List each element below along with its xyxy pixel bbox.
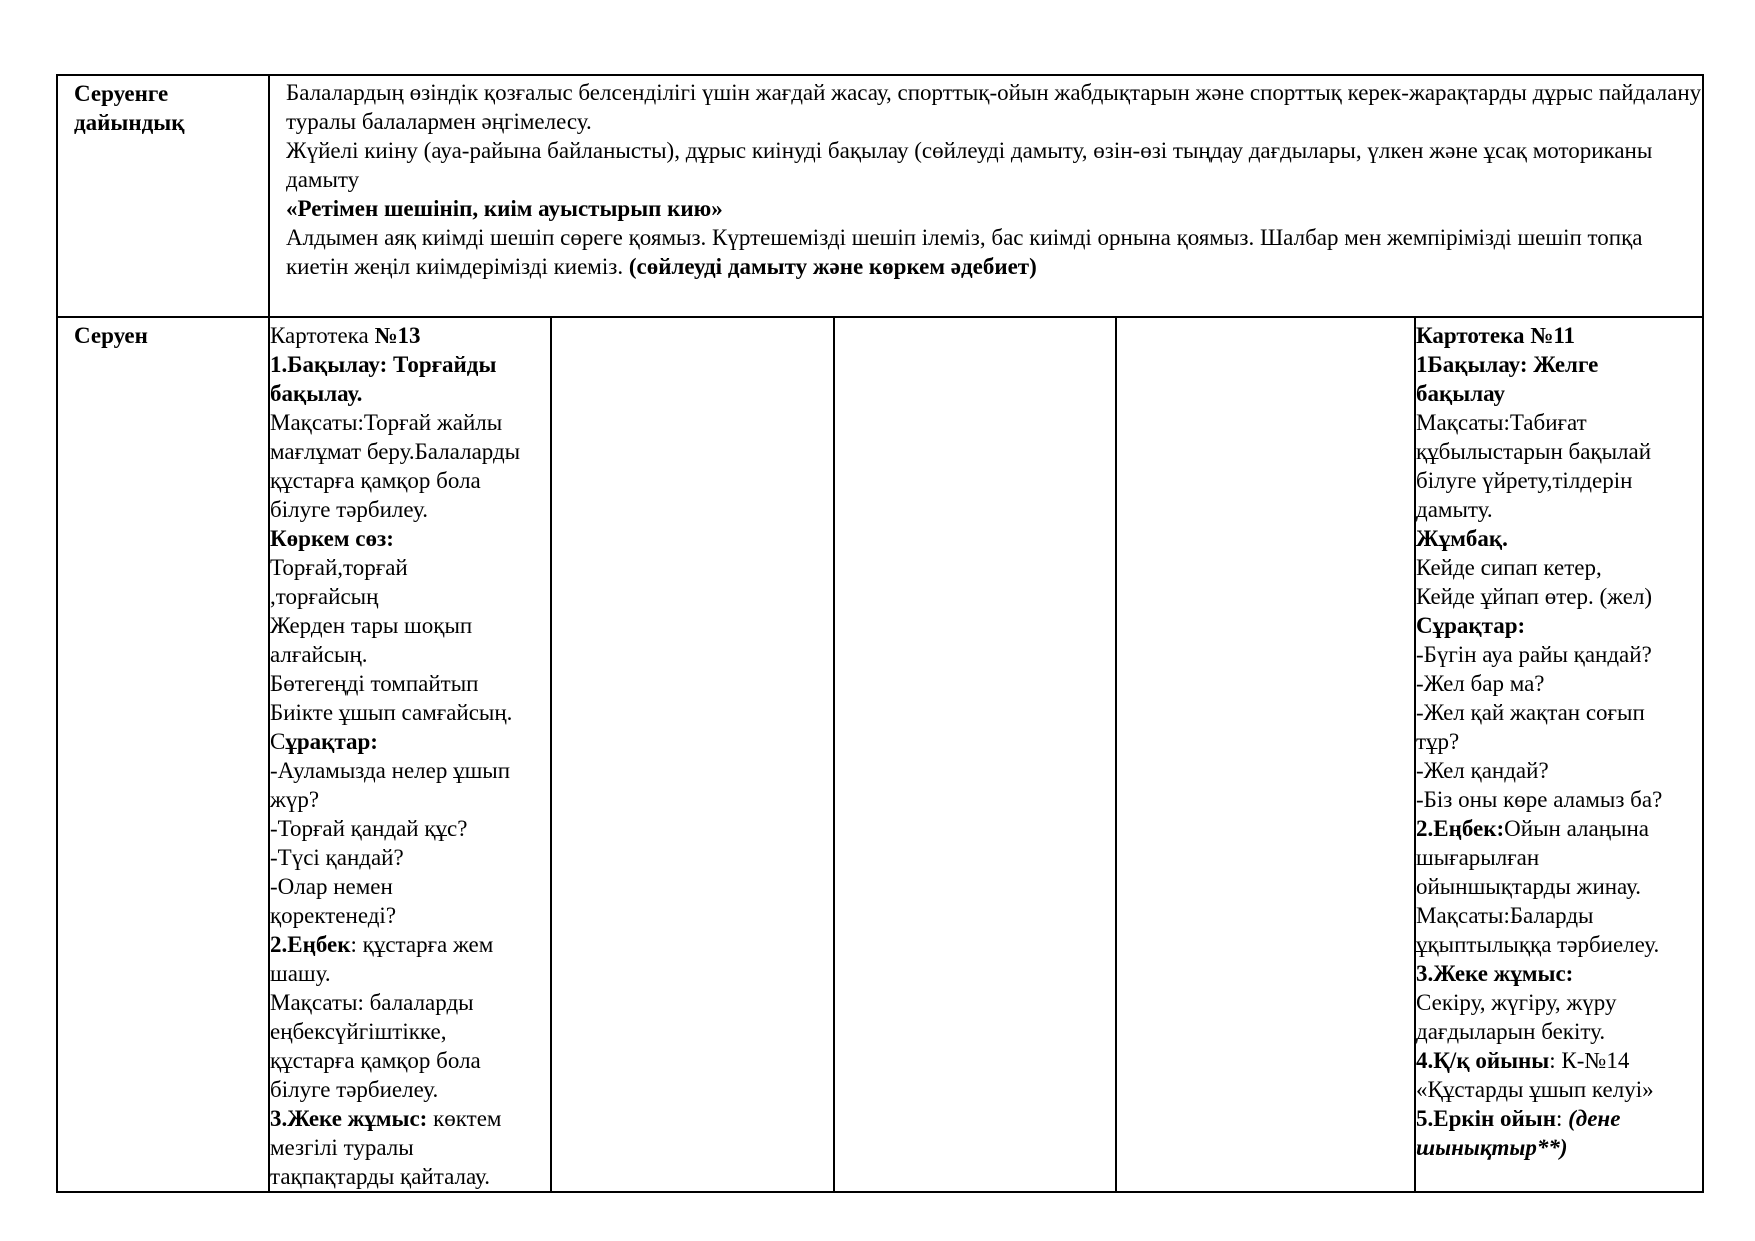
col5-line: -Біз оны көре аламыз ба? — [1416, 787, 1663, 812]
col1-line: білуге тәрбиелеу. — [270, 1077, 439, 1102]
preparation-content — [269, 75, 1703, 317]
game-code: : К-№14 — [1549, 1048, 1630, 1073]
col1-line: -Түсі қандай? — [270, 845, 404, 870]
col1-line — [270, 1104, 550, 1133]
col5-line: дағдыларын бекіту. — [1416, 1019, 1606, 1044]
col5-line: 1Бақылау: Желге — [1416, 352, 1599, 377]
labor-text: : құстарға жем — [350, 932, 494, 957]
col1-line: Мақсаты: балаларды — [270, 990, 474, 1015]
walk-column-friday — [1415, 317, 1703, 1192]
col1-line: -Олар немен — [270, 874, 393, 899]
walk-column-thursday — [1116, 317, 1415, 1192]
col1-line: Жерден тары шоқып — [270, 613, 473, 638]
col5-line: ұқыптылыққа тәрбиелеу. — [1416, 932, 1660, 957]
col5-line: -Жел бар ма? — [1416, 671, 1545, 696]
col1-line: қоректенеді? — [270, 903, 397, 928]
row-label-preparation: Серуенге дайындық — [57, 75, 269, 317]
walk-column-monday — [269, 317, 551, 1192]
row-label-walk: Серуен — [57, 317, 269, 1192]
col5-line — [1416, 814, 1702, 843]
col5-line: шынықтыр**) — [1416, 1135, 1568, 1160]
card-label: Картотека — [270, 323, 375, 348]
col5-line: шығарылған — [1416, 845, 1540, 870]
preparation-text: Алдымен аяқ киімді шешіп сөреге қоямыз. Күртешемізді шешіп ілеміз, бас киімді орнына қоямыз. Шалбар мен жемпірімізді шешіп топқа киетін жеңіл киімдерімізді киеміз. — [286, 225, 1643, 279]
individual-work-text: көктем — [427, 1106, 502, 1131]
col1-line: Биікте ұшып самғайсың. — [270, 700, 513, 725]
col5-line — [1416, 1046, 1702, 1075]
col1-line — [270, 727, 550, 756]
col5-line: 3.Жеке жұмыс: — [1416, 961, 1574, 986]
col1-line: Бөтегеңді томпайтып — [270, 671, 479, 696]
col1-line: алғайсың. — [270, 642, 368, 667]
col5-line: тұр? — [1416, 729, 1460, 754]
individual-work-heading: 3.Жеке жұмыс: — [270, 1106, 428, 1131]
questions-heading: ұрақтар: — [285, 729, 378, 754]
col5-line: Кейде ұйпап өтер. (жел) — [1416, 584, 1653, 609]
col1-line: бақылау. — [270, 381, 363, 406]
walk-preparation-row — [57, 75, 1703, 317]
game-heading: 4.Қ/қ ойыны — [1416, 1048, 1550, 1073]
col1-line: ,торғайсың — [270, 584, 379, 609]
col1-line — [270, 930, 550, 959]
labor-heading: 2.Еңбек: — [1416, 816, 1505, 841]
col5-line: бақылау — [1416, 381, 1505, 406]
col5-line: дамыту. — [1416, 497, 1493, 522]
col5-line: -Жел қай жақтан соғып — [1416, 700, 1645, 725]
free-play-colon: : — [1556, 1106, 1569, 1131]
col5-line: білуге үйрету,тілдерін — [1416, 468, 1633, 493]
free-play-note: (дене — [1568, 1106, 1621, 1131]
labor-heading: 2.Еңбек — [270, 932, 351, 957]
col5-line: Мақсаты:Табиғат — [1416, 410, 1587, 435]
walk-column-wednesday — [834, 317, 1116, 1192]
col1-line: 1.Бақылау: Торғайды — [270, 352, 497, 377]
walk-row — [57, 317, 1703, 1192]
col1-line: Торғай,торғай — [270, 555, 408, 580]
preparation-paragraph-1: Балалардың өзіндік қозғалыс белсенділігі үшін жағдай жасау, спорттық-ойын жабдықтарын және спорттық керек-жарақтарды дұрыс пайдалану туралы балалармен әңгімелесу. — [286, 80, 1702, 134]
questions-initial: С — [270, 729, 286, 754]
col5-line: Мақсаты:Баларды — [1416, 903, 1594, 928]
col1-line: құстарға қамқор бола — [270, 468, 481, 493]
col5-line: Кейде сипап кетер, — [1416, 555, 1602, 580]
col1-line: мағлұмат беру.Балаларды — [270, 439, 521, 464]
col1-line: мезгілі туралы — [270, 1135, 414, 1160]
labor-text: Ойын алаңына — [1504, 816, 1649, 841]
col5-line: Жұмбақ. — [1416, 526, 1508, 551]
preparation-paragraph-2: Жүйелі киіну (ауа-райына байланысты), дұрыс киінуді бақылау (сөйлеуді дамыту, өзін-өзі тыңдау дағдылары, үлкен және ұсақ моториканы дамыту — [286, 138, 1653, 192]
preparation-paragraph-4 — [286, 223, 1702, 281]
col1-line: тақпақтарды қайталау. — [270, 1164, 490, 1189]
col1-line: Көркем сөз: — [270, 526, 394, 551]
plan-table — [56, 74, 1704, 1193]
col5-line — [1416, 1104, 1702, 1133]
col5-line: -Жел қандай? — [1416, 758, 1549, 783]
col1-line: жүр? — [270, 787, 320, 812]
col1-line — [270, 321, 550, 350]
col1-line: Мақсаты:Торғай жайлы — [270, 410, 503, 435]
col1-line: еңбексүйгіштікке, — [270, 1019, 447, 1044]
col1-line: -Ауламызда нелер ұшып — [270, 758, 511, 783]
col1-line: -Торғай қандай құс? — [270, 816, 468, 841]
col5-line: -Бүгін ауа райы қандай? — [1416, 642, 1652, 667]
col5-line: ойыншықтарды жинау. — [1416, 874, 1642, 899]
walk-column-tuesday — [551, 317, 834, 1192]
col5-line: Секіру, жүгіру, жүру — [1416, 990, 1617, 1015]
preparation-heading: «Ретімен шешініп, киім ауыстырып кию» — [286, 196, 723, 221]
col5-line: құбылыстарын бақылай — [1416, 439, 1652, 464]
col5-line: «Құстарды ұшып келуі» — [1416, 1077, 1654, 1102]
card-number: №13 — [374, 323, 421, 348]
col5-line: Картотека №11 — [1416, 323, 1576, 348]
col1-line: білуге тәрбилеу. — [270, 497, 428, 522]
free-play-heading: 5.Еркін ойын — [1416, 1106, 1556, 1131]
preparation-note: (сөйлеуді дамыту және көркем әдебиет) — [628, 254, 1037, 279]
col1-line: шашу. — [270, 961, 331, 986]
col1-line: құстарға қамқор бола — [270, 1048, 481, 1073]
col5-line: Сұрақтар: — [1416, 613, 1526, 638]
